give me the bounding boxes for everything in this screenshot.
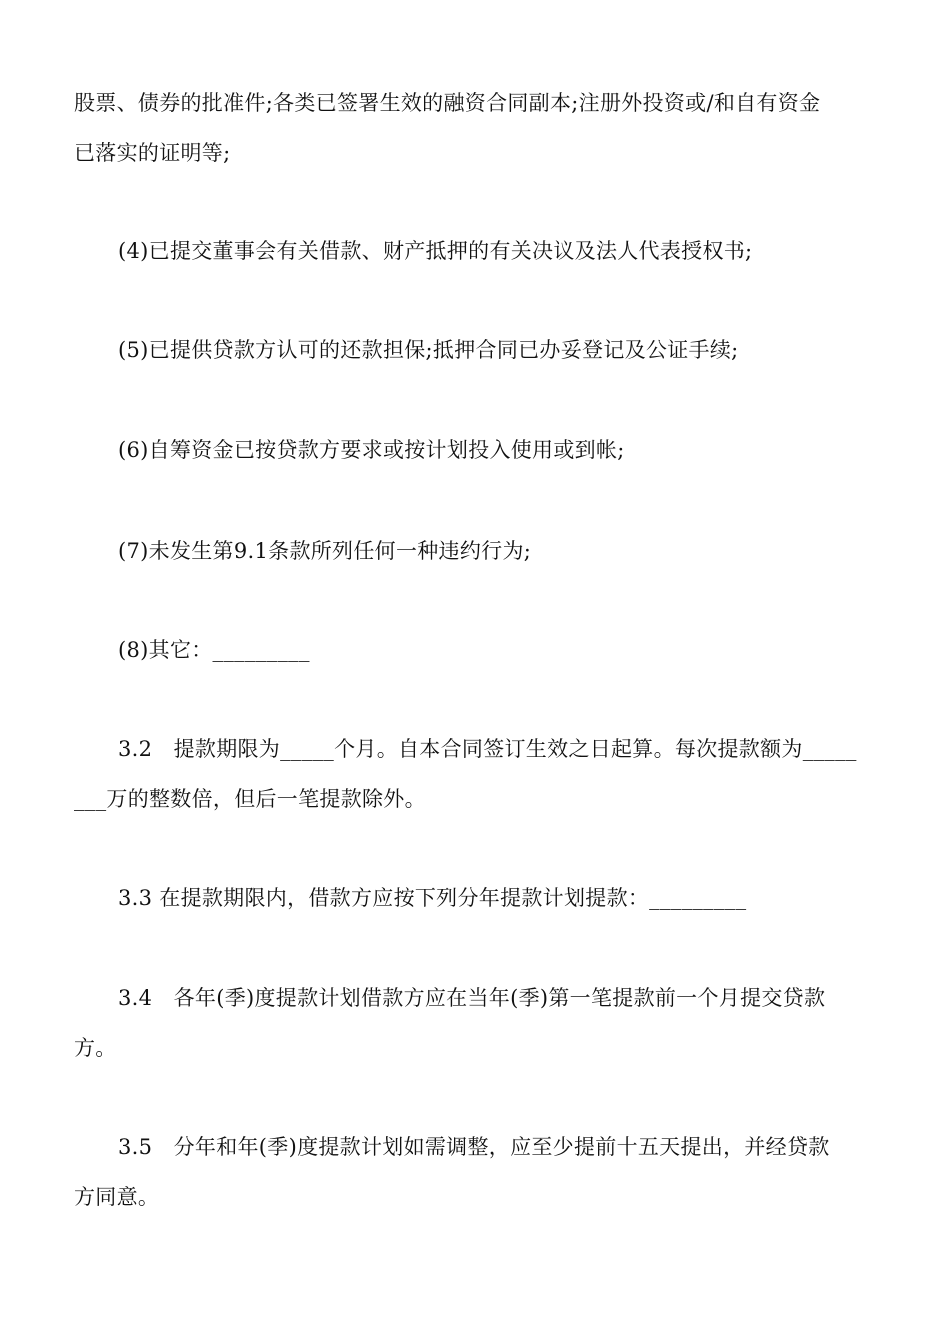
paragraph-line: 股票、债券的批准件;各类已签署生效的融资合同副本;注册外投资或/和自有资金 bbox=[74, 91, 821, 115]
list-item-7: (7)未发生第9.1条款所列任何一种违约行为; bbox=[118, 539, 532, 563]
clause-3-2-line-2: ___万的整数倍，但后一笔提款除外。 bbox=[74, 787, 426, 811]
paragraph-line: 已落实的证明等; bbox=[74, 141, 231, 165]
clause-3-5-line-2: 方同意。 bbox=[74, 1185, 160, 1209]
clause-3-5-line-1: 3.5 分年和年(季)度提款计划如需调整，应至少提前十五天提出，并经贷款 bbox=[118, 1135, 830, 1159]
clause-3-4-line-2: 方。 bbox=[74, 1036, 117, 1060]
list-item-8: (8)其它：_________ bbox=[118, 638, 310, 662]
list-item-5: (5)已提供贷款方认可的还款担保;抵押合同已办妥登记及公证手续; bbox=[118, 338, 739, 362]
list-item-4: (4)已提交董事会有关借款、财产抵押的有关决议及法人代表授权书; bbox=[118, 239, 753, 263]
list-item-6: (6)自筹资金已按贷款方要求或按计划投入使用或到帐; bbox=[118, 438, 625, 462]
clause-3-4-line-1: 3.4 各年(季)度提款计划借款方应在当年(季)第一笔提款前一个月提交贷款 bbox=[118, 986, 826, 1010]
clause-3-3: 3.3 在提款期限内，借款方应按下列分年提款计划提款：_________ bbox=[118, 886, 747, 910]
clause-3-2-line-1: 3.2 提款期限为_____个月。自本合同签订生效之日起算。每次提款额为_____ bbox=[118, 737, 857, 761]
